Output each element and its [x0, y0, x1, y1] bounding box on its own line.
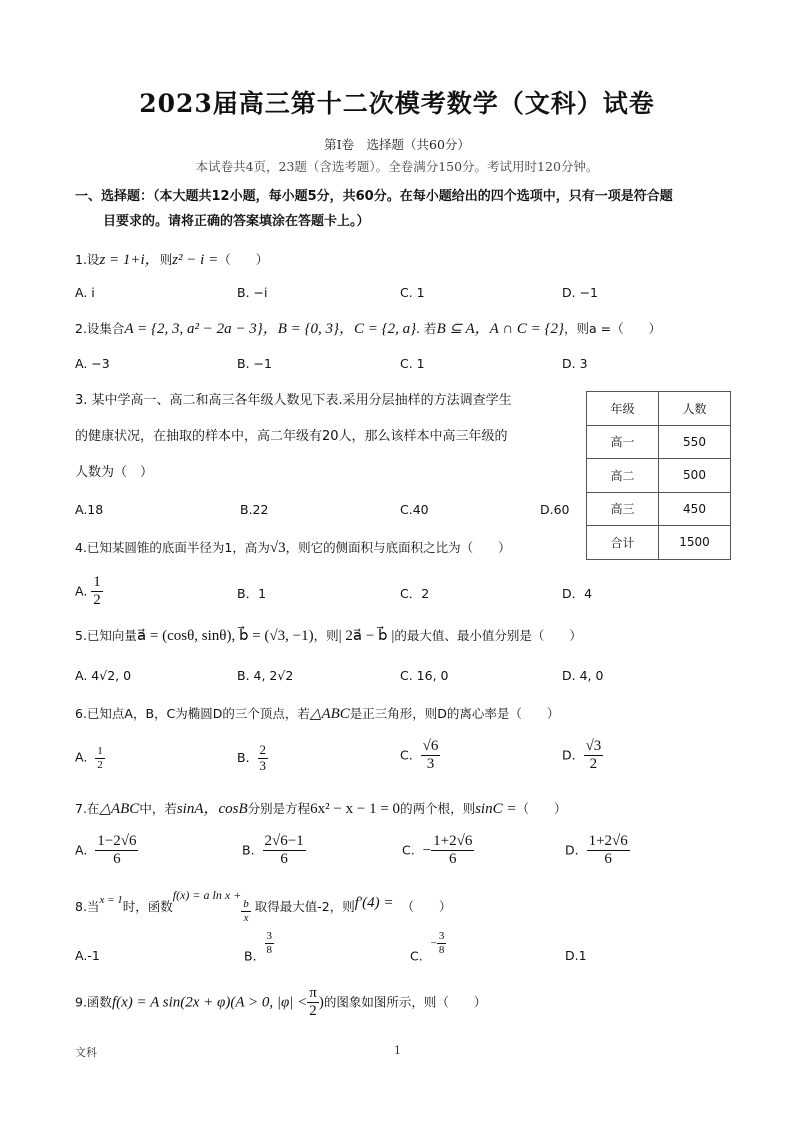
fraction	[587, 833, 630, 869]
q-text: . 若	[416, 321, 437, 336]
question-6	[75, 704, 559, 723]
q-text: ，则	[313, 628, 339, 643]
table-cell: 550	[659, 425, 731, 459]
q-math: z = 1+i，	[99, 252, 160, 268]
q-math: z² − i =	[172, 252, 219, 268]
denominator: 6	[280, 851, 288, 868]
q-math: x = 1	[99, 894, 123, 906]
table-header: 人数	[659, 392, 731, 426]
option-c: C. 1	[400, 285, 425, 300]
option-label: A.	[75, 583, 88, 599]
q-text: 时，函数	[122, 899, 173, 914]
page-number: 1	[394, 1044, 401, 1057]
denominator: 2	[97, 758, 103, 771]
table-header-row	[587, 392, 731, 426]
option-d: D.1	[565, 948, 587, 963]
denominator: 2	[93, 592, 101, 609]
fraction	[95, 833, 138, 869]
option-d: D. 4, 0	[562, 668, 604, 683]
fraction	[263, 833, 306, 869]
q-text: 4.已知某圆锥的底面半径为1，高为	[75, 540, 270, 555]
numerator: π	[307, 985, 319, 1003]
option-b: B.22	[240, 502, 269, 517]
option-label: B.	[244, 948, 257, 964]
option-b: B．1	[237, 586, 267, 601]
q-text: 的图象如图所示，则（ ）	[323, 994, 487, 1010]
q-math: f(x) = A sin(2x + φ)(A > 0, |φ| <	[111, 994, 308, 1011]
denominator: 6	[448, 851, 457, 868]
option-d: D. 3	[562, 356, 588, 371]
q-text: 9.函数	[75, 994, 112, 1010]
option-c: C. 16, 0	[400, 668, 449, 683]
fraction	[421, 738, 441, 774]
table-row	[587, 459, 731, 493]
table-cell: 高一	[587, 425, 659, 459]
denominator: 3	[259, 757, 267, 773]
q-text: 2.设集合	[75, 321, 125, 336]
q-text: 1.设	[75, 252, 100, 267]
option-d	[565, 833, 630, 869]
exam-title: 2023届高三第十二次模考数学（文科）试卷	[139, 89, 655, 118]
q-text: ，则a =（ ）	[564, 321, 662, 336]
q-text: 8.当	[75, 899, 100, 914]
option-b	[244, 930, 274, 964]
question-3-line3: 人数为（ ）	[75, 465, 154, 480]
q-math: △ABC	[99, 801, 140, 817]
q-text: 的最大值、最小值分别是（ ）	[394, 628, 582, 643]
q-text: 5.已知向量	[75, 628, 137, 643]
q-math: f′(4) =	[354, 895, 394, 911]
question-3-line2: 的健康状况，在抽取的样本中，高二年级有20人，那么该样本中高三年级的	[75, 429, 508, 444]
question-4	[75, 538, 511, 557]
fraction	[95, 745, 105, 771]
table-cell: 450	[659, 492, 731, 526]
q-math: )	[318, 994, 324, 1011]
denominator: 6	[113, 851, 121, 868]
fraction	[584, 738, 604, 774]
fraction	[431, 833, 474, 869]
q-math: sinA，cosB	[176, 801, 248, 817]
denominator: 3	[426, 756, 435, 773]
q-math: sinC =	[475, 801, 517, 817]
q-text: 中，若	[139, 801, 177, 816]
option-a: A.-1	[75, 948, 100, 963]
option-b	[237, 743, 268, 774]
numerator: 2√6−1	[263, 833, 306, 851]
grade-population-table	[586, 391, 731, 560]
option-c: C．2	[400, 586, 430, 601]
denominator: 2	[309, 1003, 317, 1020]
q-text: （ ）	[401, 899, 452, 914]
option-d: D.60	[540, 502, 570, 517]
option-a: A. 4√2, 0	[75, 668, 132, 683]
question-1	[75, 248, 268, 269]
q-math: 6x² − x − 1 = 0	[310, 801, 401, 817]
q-math: a⃗ = (cosθ, sinθ), b⃗ = (√3, −1)	[136, 628, 314, 644]
option-c	[402, 833, 474, 869]
option-c: C. 1	[400, 356, 425, 371]
option-b	[242, 833, 306, 869]
table-cell: 高三	[587, 492, 659, 526]
part-heading: 第Ⅰ卷 选择题（共60分）	[324, 137, 470, 152]
fraction	[307, 985, 319, 1021]
table-header: 年级	[587, 392, 659, 426]
numerator: 1+2√6	[431, 833, 474, 851]
section-instructions-1: 一、选择题：（本大题共12小题，每小题5分，共60分。在每小题给出的四个选项中，只有一项是符合题	[75, 189, 673, 204]
numerator: √6	[421, 738, 441, 756]
question-9	[75, 985, 486, 1021]
denominator: 2	[589, 756, 598, 773]
fraction	[265, 930, 275, 956]
option-c	[400, 738, 440, 774]
option-b: B. 4, 2√2	[237, 668, 294, 683]
q-text: （ ）	[516, 801, 567, 816]
option-a	[75, 745, 105, 771]
table-row	[587, 425, 731, 459]
table-cell: 1500	[659, 526, 731, 560]
option-label: B.	[237, 749, 250, 765]
numerator: 1+2√6	[587, 833, 630, 851]
question-5	[75, 626, 582, 645]
numerator: 1	[91, 574, 103, 592]
option-label: A.	[75, 842, 88, 858]
section-instructions-2: 目要求的。请将正确的答案填涂在答题卡上。）	[103, 214, 370, 229]
option-label: C.	[410, 948, 423, 964]
fraction	[91, 574, 103, 610]
option-d: D．4	[562, 586, 593, 601]
table-cell: 高二	[587, 459, 659, 493]
q-math: √3	[269, 540, 286, 556]
option-label: A.	[75, 749, 88, 765]
fraction	[241, 898, 251, 924]
numerator: 2	[259, 742, 267, 757]
q-math: △ABC	[309, 706, 350, 722]
option-a	[75, 574, 103, 610]
numerator: 3	[438, 930, 445, 942]
q-text: 分别是方程	[247, 801, 311, 816]
numerator: 1−2√6	[95, 833, 138, 851]
option-label: C.	[400, 747, 413, 763]
denominator: x	[243, 911, 249, 924]
numerator: 1	[97, 745, 103, 757]
fraction	[258, 743, 269, 774]
q-text: 6.已知点A，B，C为椭圆D的三个顶点，若	[75, 706, 310, 721]
denominator: 8	[266, 943, 273, 956]
table-row	[587, 492, 731, 526]
option-c: C.40	[400, 502, 429, 517]
q-math: | 2a⃗ − b⃗ |	[338, 628, 395, 644]
exam-info: 本试卷共4页，23题（含选考题）。全卷满分150分。考试用时120分钟。	[195, 159, 599, 174]
q-text: ，则它的侧面积与底面积之比为（ ）	[285, 540, 511, 555]
option-c	[410, 930, 446, 964]
option-d: D. −1	[562, 285, 598, 300]
option-label: D.	[565, 842, 579, 858]
denominator: 6	[604, 851, 612, 868]
question-7	[75, 797, 566, 818]
minus-sign: −	[430, 937, 437, 950]
option-label: D.	[562, 747, 576, 763]
q-text: 取得最大值-2，则	[254, 899, 355, 914]
table-row	[587, 526, 731, 560]
q-text: 是正三角形，则D的离心率是（ ）	[349, 706, 560, 721]
numerator: √3	[584, 738, 604, 756]
q-math: f(x) = a ln x +	[172, 888, 242, 902]
fraction	[437, 930, 447, 956]
option-a: A. i	[75, 285, 95, 300]
option-label: C.	[402, 842, 415, 858]
option-b: B. −1	[237, 356, 272, 371]
table-cell: 合计	[587, 526, 659, 560]
q-text: 的两个根，则	[400, 801, 476, 816]
numerator: b	[243, 898, 249, 910]
q-text: （ ）	[218, 252, 269, 267]
option-b: B. −i	[237, 285, 268, 300]
minus-sign: −	[422, 842, 432, 859]
question-2	[75, 317, 661, 338]
option-label: B.	[242, 842, 255, 858]
table-cell: 500	[659, 459, 731, 493]
question-3-line1: 3. 某中学高一、高二和高三各年级人数见下表.采用分层抽样的方法调查学生	[75, 393, 512, 408]
q-text: 7.在	[75, 801, 100, 816]
question-8	[75, 888, 452, 924]
numerator: 3	[266, 930, 273, 942]
option-a: A.18	[75, 502, 104, 517]
q-text: 则	[159, 252, 173, 267]
option-a: A. −3	[75, 356, 110, 371]
q-math: A = {2, 3, a² − 2a − 3}，B = {0, 3}，C = {2, a}	[124, 321, 417, 337]
denominator: 8	[438, 943, 445, 956]
option-d	[562, 738, 603, 774]
footer-subject: 文科	[75, 1046, 97, 1059]
option-a	[75, 833, 138, 869]
q-math: B ⊆ A，A ∩ C = {2}	[436, 321, 565, 337]
